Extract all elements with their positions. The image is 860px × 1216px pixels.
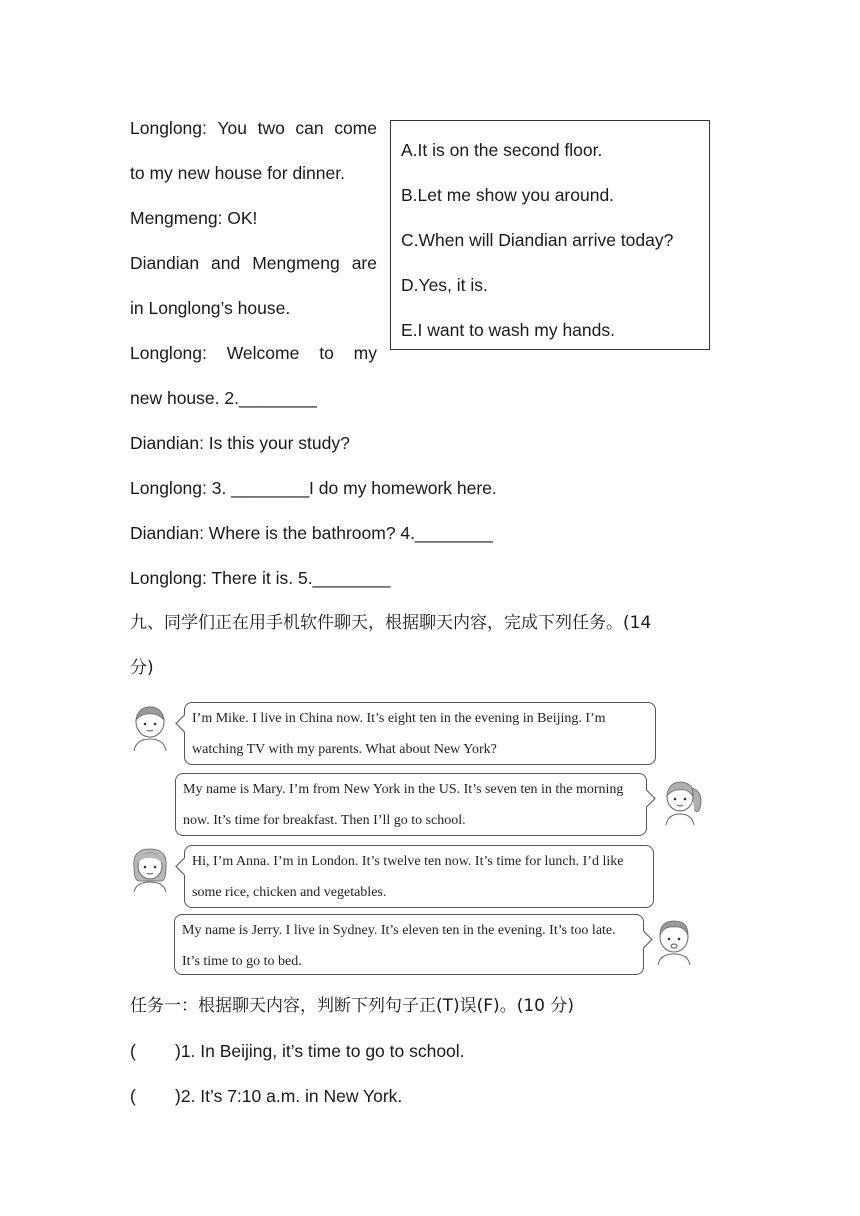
chat-line: watching TV with my parents. What about New York? xyxy=(192,742,497,757)
dialogue-line-3: Mengmeng: OK! xyxy=(130,208,258,228)
word: You xyxy=(217,118,247,138)
mary-avatar-icon xyxy=(660,778,704,826)
dialogue-line-2: to my new house for dinner. xyxy=(130,163,345,183)
chat-line: It’s time to go to bed. xyxy=(182,954,302,969)
options-box xyxy=(390,120,710,350)
jerry-avatar-icon xyxy=(652,918,696,966)
statement: )2. It’s 7:10 a.m. in New York. xyxy=(175,1086,403,1106)
chat-line: I’m Mike. I live in China now. It’s eight ten in the evening in Beijing. I’m xyxy=(192,711,606,726)
dialogue-line-4 xyxy=(130,252,377,274)
word: to xyxy=(319,343,334,363)
dialogue-line-7: new house. 2.________ xyxy=(130,388,317,408)
chat-line: some rice, chicken and vegetables. xyxy=(192,885,387,900)
dialogue-line-10: Diandian: Where is the bathroom? 4.________ xyxy=(130,523,493,543)
section9-heading-line1: 九、同学们正在用手机软件聊天，根据聊天内容，完成下列任务。(14 xyxy=(130,613,652,633)
task1-heading: 任务一：根据聊天内容，判断下列句子正(T)误(F)。(10 分) xyxy=(130,996,574,1016)
word: Mengmeng xyxy=(252,253,340,273)
chat-line: now. It’s time for breakfast. Then I’ll go to school. xyxy=(183,813,466,828)
dialogue-line-1 xyxy=(130,117,377,139)
dialogue-line-11: Longlong: There it is. 5.________ xyxy=(130,568,391,588)
word: Welcome xyxy=(226,343,300,363)
answer-bracket[interactable]: ( xyxy=(130,1041,136,1061)
dialogue-line-5: in Longlong’s house. xyxy=(130,298,291,318)
option-b: B.Let me show you around. xyxy=(401,185,615,205)
word: two xyxy=(257,118,285,138)
chat-line: My name is Jerry. I live in Sydney. It’s eleven ten in the evening. It’s too late. xyxy=(182,923,616,938)
word: come xyxy=(334,118,377,138)
word: and xyxy=(211,253,241,273)
mike-avatar-icon xyxy=(128,704,172,752)
statement: )1. In Beijing, it’s time to go to school. xyxy=(175,1041,465,1061)
chat-line: Hi, I’m Anna. I’m in London. It’s twelve ten now. It’s time for lunch. I’d like xyxy=(192,854,624,869)
dialogue-line-6 xyxy=(130,342,377,364)
chat-bubble-mary xyxy=(175,773,647,836)
option-d: D.Yes, it is. xyxy=(401,275,488,295)
word: are xyxy=(351,253,377,273)
word: Longlong: xyxy=(130,343,207,363)
chat-bubble-mike xyxy=(184,702,656,765)
option-c: C.When will Diandian arrive today? xyxy=(401,230,674,250)
anna-avatar-icon xyxy=(128,845,172,893)
speaker-longlong: Longlong: xyxy=(130,118,207,138)
word: my xyxy=(353,343,377,363)
dialogue-line-8: Diandian: Is this your study? xyxy=(130,433,350,453)
word: can xyxy=(295,118,324,138)
chat-line: My name is Mary. I’m from New York in the US. It’s seven ten in the morning xyxy=(183,782,624,797)
word: Diandian xyxy=(130,253,200,273)
section9-heading-line2: 分) xyxy=(130,658,154,678)
option-a: A.It is on the second floor. xyxy=(401,140,603,160)
option-e: E.I want to wash my hands. xyxy=(401,320,615,340)
chat-bubble-jerry xyxy=(174,914,644,975)
answer-bracket[interactable]: ( xyxy=(130,1086,136,1106)
chat-bubble-anna xyxy=(184,845,654,908)
dialogue-line-9: Longlong: 3. ________I do my homework here. xyxy=(130,478,497,498)
